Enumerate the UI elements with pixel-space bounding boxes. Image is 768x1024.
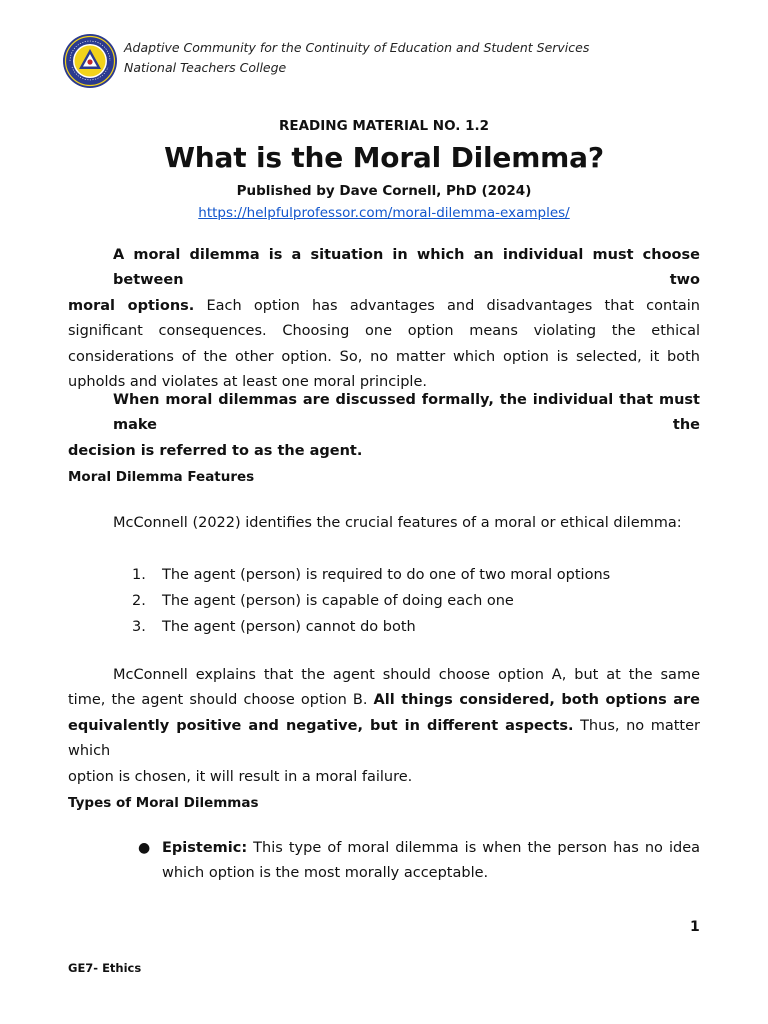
para4-line1: McConnell explains that the agent should choose option A, but at the same bbox=[113, 667, 700, 683]
bullet-dot-icon: ● bbox=[138, 840, 151, 856]
bullet-line1-text: This type of moral dilemma is when the person has no idea bbox=[247, 840, 700, 856]
list-item-number: 3. bbox=[132, 618, 146, 635]
reading-material-label: READING MATERIAL NO. 1.2 bbox=[278, 118, 490, 134]
para4-line3-bold: equivalently positive and negative, but in different aspects. bbox=[68, 717, 574, 734]
bullet-term: Epistemic: bbox=[162, 840, 248, 856]
byline: Published by Dave Cornell, PhD (2024) bbox=[236, 183, 532, 199]
para1-line1: A moral dilemma is a situation in which an individual must choose between two bbox=[113, 247, 700, 289]
bullet-line1 bbox=[162, 836, 700, 861]
para2-line1: When moral dilemmas are discussed formally, the individual that must make the bbox=[113, 392, 700, 434]
heading-types: Types of Moral Dilemmas bbox=[68, 795, 259, 811]
bullet-line2: which option is the most morally acceptable. bbox=[162, 865, 489, 882]
list-item-text: The agent (person) is required to do one of two moral options bbox=[162, 567, 611, 583]
page-title: What is the Moral Dilemma? bbox=[164, 141, 604, 174]
para4-line2 bbox=[68, 688, 700, 713]
para3-line1: McConnell (2022) identifies the crucial features of a moral or ethical dilemma: bbox=[113, 515, 682, 531]
para1-line4: considerations of the other option. So, no matter which option is selected, it both bbox=[68, 348, 700, 365]
footer-course: GE7- Ethics bbox=[68, 961, 142, 975]
para4-line4: option is chosen, it will result in a moral failure. bbox=[68, 768, 413, 785]
para4-line3 bbox=[68, 714, 700, 765]
para1-line2 bbox=[68, 294, 700, 319]
list-item-number: 1. bbox=[132, 567, 146, 583]
header-college-line: National Teachers College bbox=[124, 60, 287, 75]
para4-line2-text: time, the agent should choose option B. bbox=[68, 692, 374, 709]
list-item-text: The agent (person) is capable of doing each one bbox=[162, 592, 514, 609]
para2-line2: decision is referred to as the agent. bbox=[68, 442, 363, 459]
header-text bbox=[124, 38, 589, 78]
para4-line2-bold: All things considered, both options are bbox=[373, 692, 700, 709]
features-list bbox=[132, 563, 610, 640]
para1-line2-text: Each option has advantages and disadvantages that contain bbox=[194, 297, 700, 314]
bullet-text bbox=[162, 836, 700, 887]
paragraph-mcconnell-explains bbox=[68, 663, 700, 790]
para1-line5: upholds and violates at least one moral principle. bbox=[68, 374, 427, 391]
list-item bbox=[132, 615, 610, 641]
paragraph-mcconnell-intro bbox=[68, 511, 700, 536]
para4-line3-text: Thus, no matter which bbox=[68, 717, 700, 760]
header bbox=[62, 33, 589, 89]
list-item bbox=[132, 589, 610, 615]
heading-features: Moral Dilemma Features bbox=[68, 469, 255, 485]
paragraph-agent bbox=[68, 388, 700, 464]
list-item-number: 2. bbox=[132, 592, 146, 609]
page-number: 1 bbox=[690, 919, 700, 935]
list-item-text: The agent (person) cannot do both bbox=[162, 618, 416, 635]
college-seal-logo bbox=[62, 33, 118, 89]
para1-line3: significant consequences. Choosing one option means violating the ethical bbox=[68, 323, 700, 340]
list-item bbox=[132, 563, 610, 589]
header-institution-line: Adaptive Community for the Continuity of Education and Student Services bbox=[124, 40, 590, 55]
source-link[interactable]: https://helpfulprofessor.com/moral-dilemma-examples/ bbox=[198, 205, 570, 221]
paragraph-definition bbox=[68, 243, 700, 395]
para1-bold-term: moral options. bbox=[68, 297, 195, 314]
